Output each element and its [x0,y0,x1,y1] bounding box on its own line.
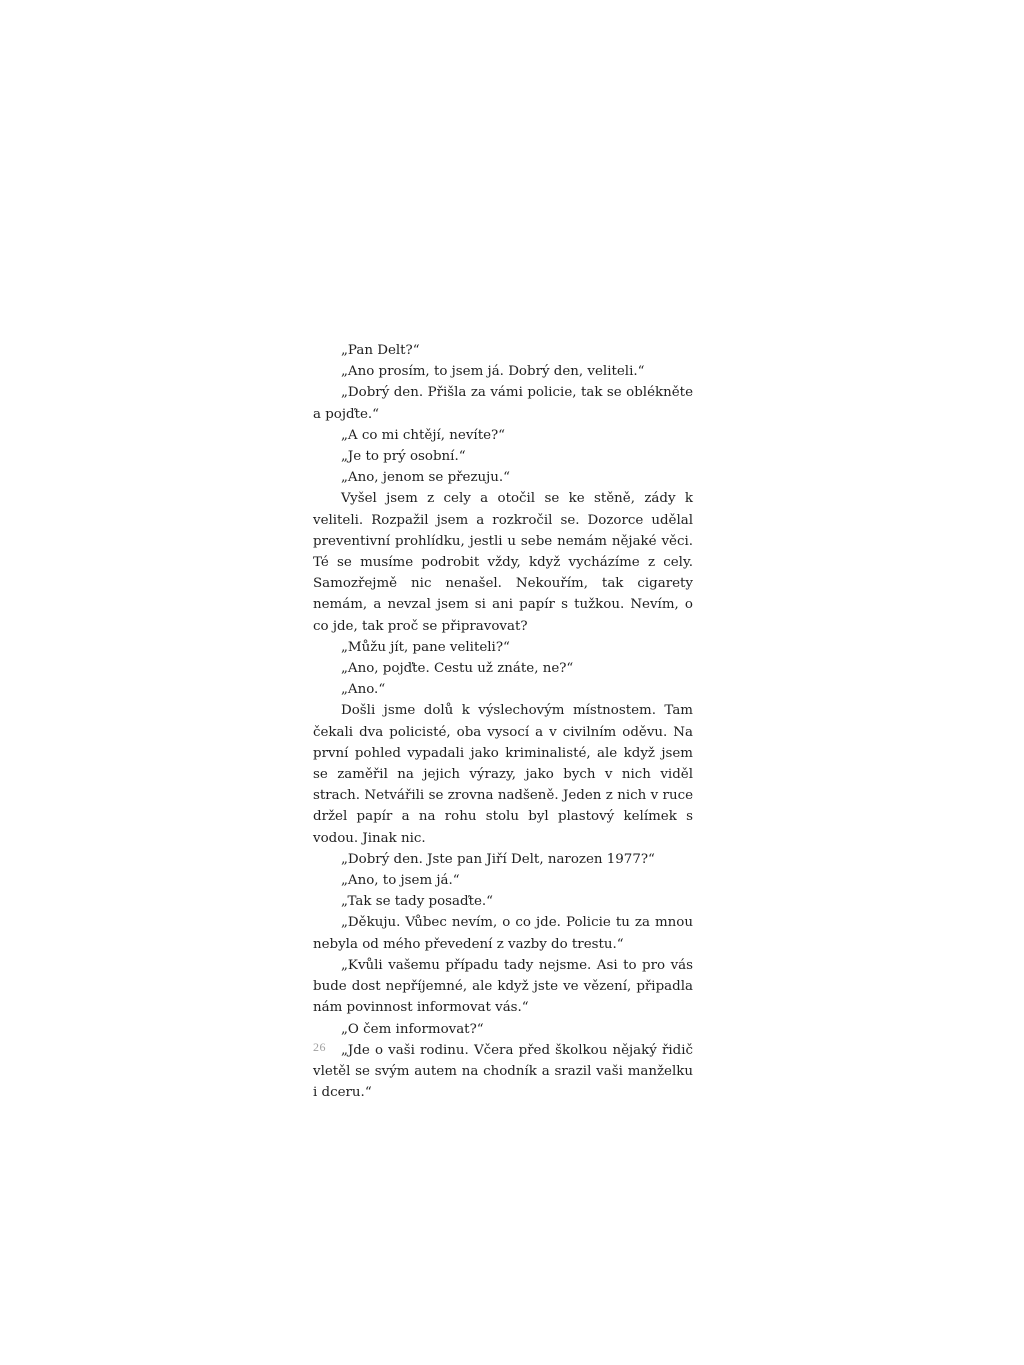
paragraph: „Ano prosím, to jsem já. Dobrý den, veliteli.“ [341,364,645,380]
paragraph: „Je to prý osobní.“ [341,449,466,465]
paragraph: „Ano, pojďte. Cestu už znáte, ne?“ [341,661,574,677]
paragraph: „Jde o vaši rodinu. Včera před školkou nějaký řidič vletěl se svým autem na chodník a srazil vaši manželku i dceru.“ [313,1042,693,1101]
paragraph: Došli jsme dolů k výslechovým místnostem. Tam čekali dva policisté, oba vysocí a v civilním oděvu. Na první pohled vypadali jako kriminalisté, ale když jsem se zaměřil na jejich výrazy, jako bych v nich viděl strach. Netvářili se zrovna nadšeně. Jeden z nich v ruce držel papír a na rohu stolu byl plastový kelímek s vodou. Jinak nic. [313,703,693,846]
paragraph: „Můžu jít, pane veliteli?“ [341,639,510,655]
paragraph: „Ano, jenom se přezuju.“ [341,470,511,486]
paragraph: „Děkuju. Vůbec nevím, o co jde. Policie tu za mnou nebyla od mého převedení z vazby do trestu.“ [313,915,693,952]
paragraph: „Tak se tady posaďte.“ [341,894,493,910]
paragraph: „O čem informovat?“ [341,1021,484,1037]
paragraph: „A co mi chtějí, nevíte?“ [341,427,506,443]
page-number: 26 [313,1040,326,1054]
paragraph: „Dobrý den. Přišla za vámi policie, tak se oblékněte a pojďte.“ [313,385,693,422]
paragraph: „Ano.“ [341,682,386,698]
paragraph: „Dobrý den. Jste pan Jiří Delt, narozen 1977?“ [341,851,655,867]
body-text [313,340,693,1103]
paragraph: Vyšel jsem z cely a otočil se ke stěně, zády k veliteli. Rozpažil jsem a rozkročil se. Dozorce udělal preventivní prohlídku, jestli u sebe nemám nějaké věci. Té se musíme podrobit vždy, když vycházíme z cely. Samozřejmě nic nenašel. Nekouřím, tak cigarety nemám, a nevzal jsem si ani papír s tužkou. Nevím, o co jde, tak proč se připravovat? [313,491,693,634]
paragraph: „Kvůli vašemu případu tady nejsme. Asi to pro vás bude dost nepříjemné, ale když jste ve vězení, připadla nám povinnost informovat vás.“ [313,957,693,1016]
paragraph: „Ano, to jsem já.“ [341,873,460,889]
paragraph: „Pan Delt?“ [341,343,420,358]
